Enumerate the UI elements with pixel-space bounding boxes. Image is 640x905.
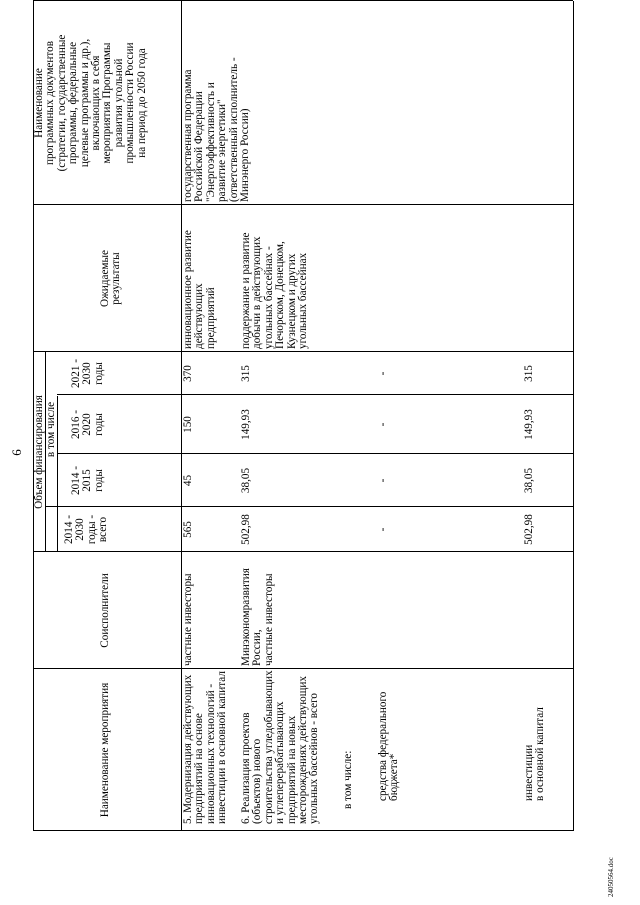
subrow-federal-name: средства федерального бюджета*	[377, 691, 401, 801]
header-results: Ожидаемые результаты	[99, 250, 123, 307]
row6-results: поддержание и развитие добычи в действующих угольных бассейнах - Печорском, Донецком, Кузнецком и других угольных бассейнах	[240, 232, 310, 349]
row5-p2: 150	[182, 416, 194, 433]
row5-name: 5. Модернизация действующих предприятий на основе инновационных технологий - инвестиции в основной капитал	[182, 671, 229, 824]
header-coexecutors: Соисполнители	[99, 573, 111, 648]
col-line-2	[33, 551, 573, 552]
row6-name: 6. Реализация проектов (объектов) нового строительства угледобывающих и углеперерабатывающих предприятий на новых месторождениях действующих угольных бассейнов - всего	[240, 670, 321, 824]
subrow-capital-name: инвестиции в основной капитал	[523, 707, 547, 801]
header-total: 2014 - 2030 годы - всего	[63, 514, 110, 545]
header-name: Наименование мероприятия	[99, 682, 111, 818]
table-bottom-border	[573, 1, 574, 831]
page-number: 6	[9, 449, 24, 456]
row5-total: 565	[182, 521, 194, 538]
sub-including-label: в том числе:	[342, 750, 354, 809]
subrow-capital-p1: 38,05	[523, 467, 535, 494]
subrow-capital-p2: 149,93	[523, 409, 535, 440]
row6-p3: 315	[240, 365, 252, 382]
row5-results: инновационное развитие действующих предприятий	[182, 230, 217, 349]
row5-coexecutors: частные инвесторы	[182, 573, 194, 666]
col-line-5	[57, 394, 573, 395]
footer-filename: 24050564.doc	[607, 857, 615, 897]
row5-p1: 45	[182, 474, 194, 487]
row6-coexecutors: Минэкономразвития России, частные инвесторы	[240, 568, 275, 666]
row6-p2: 149,93	[240, 409, 252, 440]
row6-total: 502,98	[240, 514, 252, 545]
subrow-capital-total: 502,98	[523, 514, 535, 545]
header-period-2021-2030: 2021 - 2030 годы	[70, 359, 105, 388]
col-line-4	[57, 453, 573, 454]
col-line-3	[45, 506, 573, 507]
subrow-federal-p1: -	[377, 478, 389, 483]
row5-p3: 370	[182, 365, 194, 382]
row6-p1: 38,05	[240, 467, 252, 494]
header-funding: Объем финансирования	[33, 395, 45, 509]
col-line-6	[33, 351, 573, 352]
subrow-federal-p3: -	[377, 371, 389, 376]
subrow-capital-p3: 315	[523, 365, 535, 382]
header-including: в том числе	[45, 401, 57, 458]
col-line-8	[33, 0, 573, 1]
subrow-federal-total: -	[377, 527, 389, 532]
header-period-2016-2020: 2016 - 2020 годы	[70, 410, 105, 439]
col-line-1	[33, 668, 573, 669]
col-line-0	[33, 830, 573, 831]
header-programs: Наименование программных документов (стратегии, государственные программы, федеральные целевые программы и др.), включающих в себя мероприятия Программы развития угольной промышленности России на период до 2050 года	[33, 34, 148, 172]
subrow-federal-p2: -	[377, 422, 389, 427]
col-line-7	[33, 204, 573, 205]
row5-programs: государственная программа Российской Федерации "Энергоэффективность и развитие энергетики" (ответственный исполнитель - Минэнерго России)	[182, 57, 252, 202]
header-period-2014-2015: 2014 - 2015 годы	[70, 466, 105, 495]
